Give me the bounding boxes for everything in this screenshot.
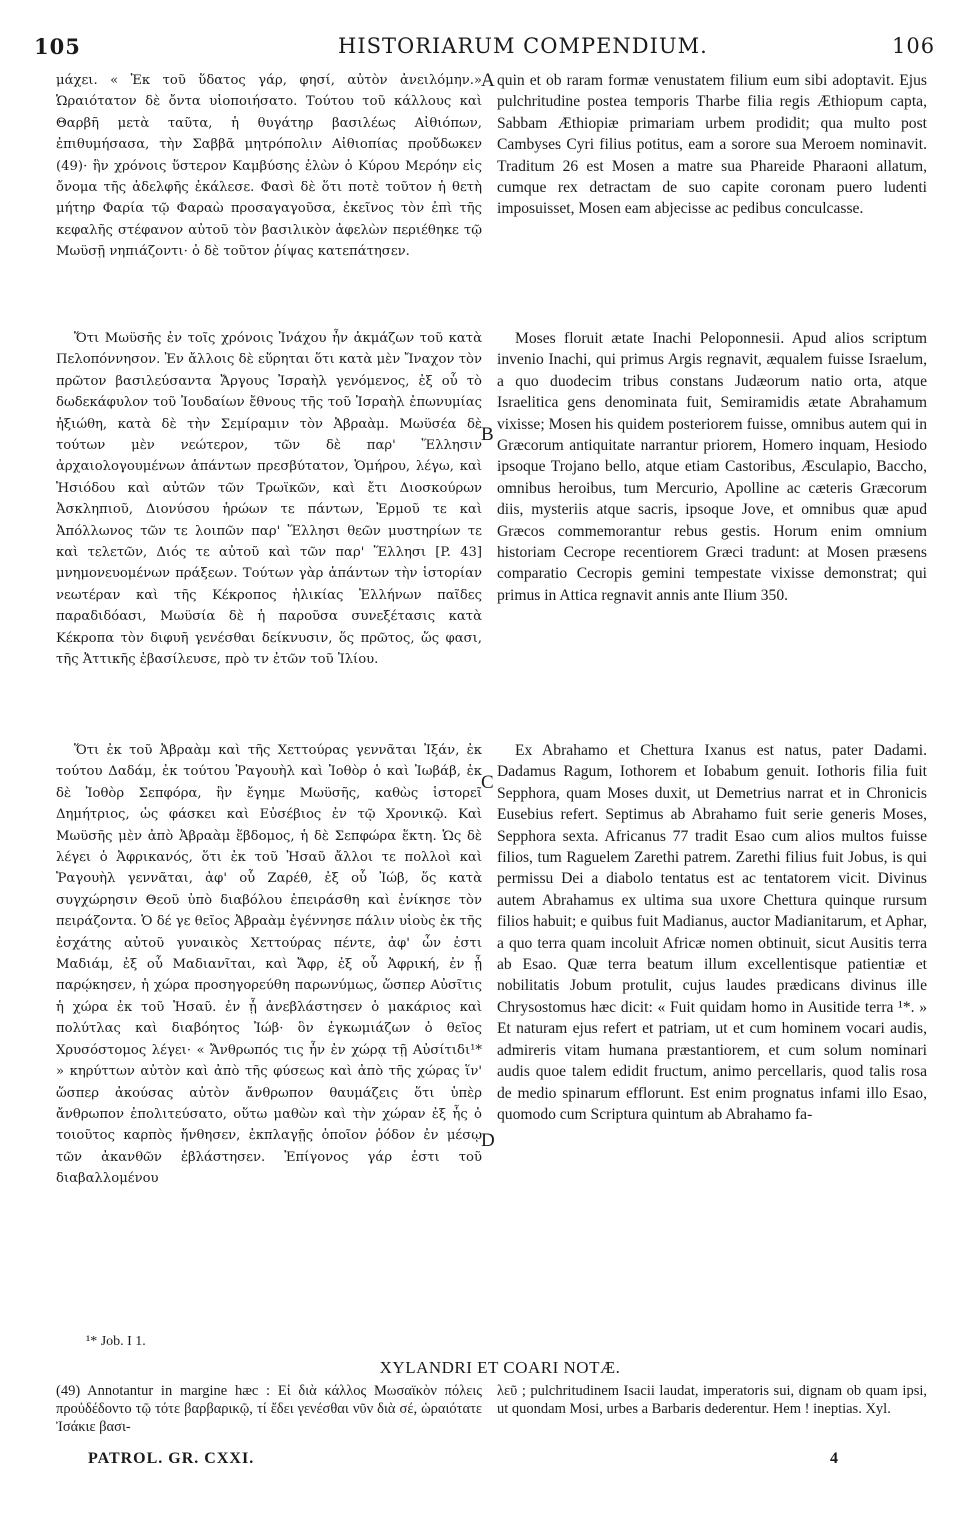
note-right: λεῦ ; pulchritudinem Isacii laudat, imperatoris sui, dignam ob quam ipsi, ut quondam Mosi, urbes a Barbaris dederentur. Hem ! ineptias. Xyl. [497,1383,927,1417]
running-title: HISTORIARUM COMPENDIUM. [338,34,708,58]
latin-paragraph-2: Moses floruit ætate Inachi Peloponnesii. Apud alios scriptum invenio Inachi, qui primus Argis regnavit, æqualem fuisse Israelum, a quo duodecim tribus constans Judæorum natio orta, atque Israelitica gens denominata fuit, Semiramidis ætate Abrahamum vixisse; Mosen his quidem posteriorem fuisse, omnibus autem qui in Græcorum antiquitate narrantur priorem, Homero inquam, Hesiodo ipsoque Trojano bello, atque etiam Castoribus, Æsculapio, Baccho, omnibus heroibus, tum Mercurio, Apolline ac cæteris Græcorum diis, mysteriis atque sacris, ipsoque Jove, et omnibus quæ apud Græcos commemorantur rebus gestis. Horum enim omnium historiam Cecrope recentiorem Græci tradunt: at Mosen præsens comparatio Cecropis gemini tempestate vixisse demonstrat; qui primus in Attica regnavit annis ante Ilium 350. [497,330,927,604]
greek-column-2 [56,328,482,671]
greek-column [56,70,482,263]
margin-letter-b: B [481,424,494,445]
margin-letter-d: D [481,1130,495,1151]
greek-paragraph-3: Ὅτι ἐκ τοῦ Ἀβραὰμ καὶ τῆς Χεττούρας γεννᾶται Ἰξάν, ἐκ τούτου Δαδάμ, ἐκ τούτου Ῥαγουὴλ καὶ Ἰοθὸρ ὁ καὶ Ἰωβάβ, ἐκ δὲ Ἰοθὸρ Σεπφόρα, ἣν ἔγημε Μωϋσῆς, καθὼς ἱστορεῖ Δημήτριος, ὡς φάσκει καὶ Εὐσέβιος ἐν τῷ Χρονικῷ. Καὶ Μωϋσῆς μὲν ἀπὸ Ἀβραὰμ ἕβδομος, ἡ δὲ Σεπφώρα ἕκτη. Ὡς δὲ λέγει ὁ Ἀφρικανός, ὅτι ἐκ τοῦ Ἡσαῦ ἄλλοι τε πολλοὶ καὶ Ῥαγουὴλ γεννᾶται, ἀφ' οὗ Ζαρέθ, ἐξ οὗ Ἰώβ, ὅς κατὰ συγχώρησιν Θεοῦ ὑπὸ διαβόλου ἐπειράσθη καὶ ἐνίκησε τὸν πειράζοντα. Ὁ δέ γε θεῖος Ἀβραὰμ ἐγέννησε πάλιν υἱοὺς ἐκ τῆς ἐσχάτης αὐτοῦ γυναικὸς Χεττούρας πέντε, ἀφ' ὧν ἐστι Μαδιάμ, ἐξ οὗ Μαδιανῖται, καὶ Ἄφρ, ἐξ οὗ Ἀφρική, ἐν ᾗ παρῴκησεν, ἡ χώρα προσηγορεύθη παρωνύμως, ὥσπερ Αὐσῖτις ἡ χώρα ἐκ τοῦ Ἡσαῦ. ἐν ᾗ ἀνεβλάστησεν ὁ μακάριος καὶ πολύτλας καὶ διαβόητος Ἰώβ· ὃν ἐγκωμιάζων ὁ θεῖος Χρυσόστομος λέγει· « Ἄνθρωπός τις ἦν ἐν χώρᾳ τῇ Αὐσίτιδι¹* » κηρύττων αὐτὸν καὶ ἀπὸ τῆς φύσεως καὶ ἀπὸ τῆς χώρας ἵν' ὥσπερ ἀκούσας αὐτὸν ἄνθρωπον θαυμάζεις ὅτι ὑπὲρ ἄνθρωπον ἐπολιτεύσατο, οὕτω μαθὼν καὶ τὴν χώραν ἐξ ἧς ὁ τοιοῦτος καρπὸς ἤνθησεν, ἐκπλαγῇς ὁποῖον ῥόδον ἐν μέσῳ τῶν ἀκανθῶν ἐβλάστησεν. Ἐπίγονος γάρ ἐστι τοῦ διαβαλλομένου [56,743,482,1187]
greek-paragraph-1: μάχει. « Ἐκ τοῦ ὕδατος γάρ, φησί, αὐτὸν ἀνειλόμην.» Ὡραιότατον δὲ ὄντα υἱοποιήσατο. Τούτου τοῦ κάλλους καὶ Θαρβῆ μετὰ ταῦτα, ἡ θυγάτηρ βασιλέως Αἰθιόπων, ἐπιθυμήσασα, τὴν Σαββᾶ μητρόπολιν Αἰθιοπίας προὔδωκεν (49)· ἣν χρόνοις ὕστερον Καμβύσης ἑλὼν ὁ Κύρου Μερόην εἰς ὄνομα τῆς ἀδελφῆς ἐκάλεσε. Φασὶ δὲ ὅτι ποτὲ τοῦτον ἡ θετὴ μήτηρ Φαρία τῷ Φαραὼ προσαγαγοῦσα, ἐκεῖνος τὸν ἐπὶ τῆς κεφαλῆς στέφανον αὐτοῦ τὸν βασιλικὸν ἀφελὼν περιέθηκε τῷ Μωϋσῇ νηπιάζοντι· ὁ δὲ τοῦτον ῥίψας κατεπάτησεν. [56,73,482,260]
signature-number: 4 [830,1450,838,1467]
notes-title: XYLANDRI ET COARI NOTÆ. [379,1358,621,1377]
greek-paragraph-2: Ὅτι Μωϋσῆς ἐν τοῖς χρόνοις Ἰνάχου ἦν ἀκμάζων τοῦ κατὰ Πελοπόννησον. Ἐν ἄλλοις δὲ εὕρηται ὅτι κατὰ μὲν Ἴναχον τὸν πρῶτον βασιλεύσαντα Ἄργους Ἰσραὴλ γενόμενος, ἐξ οὗ τὸ δωδεκάφυλον τοῦ Ἰουδαίων ἔθνους τῆς τοῦ Ἰσραὴλ ἐπωνυμίας ἠξιώθη, κατὰ δὲ τὴν Σεμίραμιν τὸν Ἀβραὰμ. Μωϋσέα δὲ τούτων μὲν νεώτερον, τῶν δὲ παρ' Ἕλλησιν ἀρχαιολογουμένων ἁπάντων πρεσβύτατον, Ὁμήρου, λέγω, καὶ Ἡσιόδου καὶ αὐτῶν τῶν Τρωϊκῶν, καὶ ἔτι Διοσκούρων Ἀσκληπιοῦ, Διονύσου ἡρώων τε πάντων, Ἑρμοῦ τε καὶ Ἀπόλλωνος τῶν τε λοιπῶν παρ' Ἕλλησι θεῶν μυστηρίων τε καὶ τελετῶν, Διός τε αὐτοῦ καὶ τῶν παρ' Ἕλλησι [P. 43] μνημονευομένων πράξεων. Τούτων γὰρ ἁπάντων τὴν ἱστορίαν νεωτέραν καὶ τῆς Κέκροπος ἡλικίας Ἑλλήνων παῖδες παραδιδόασι, Μωϋσία δὲ ἡ παροῦσα συνεξέτασις κατὰ Κέκροπα τὸν διφυῆ γενέσθαι δείκνυσιν, ὅς πρῶτος, ὥς φασι, τῆς Ἀττικῆς ἐβασίλευσε, πρὸ τν ἐτῶν τοῦ Ἰλίου. [56,331,482,668]
footnote: ¹* Job. I 1. [86,1334,146,1349]
latin-paragraph-3: Ex Abrahamo et Chettura Ixanus est natus, pater Dadami. Dadamus Ragum, Iothorem et Iobabum genuit. Iothoris filia fuit Sepphora, quam Moses duxit, ut Demetrius narrat et in Chronicis Eusebius refert. Septimus ab Abrahamo fuit serie generis Moses, Sepphora sexta. Africanus 77 tradit Esao cum alios multos fuisse filios, tum Raguelem Zarethi patrem. Zarethi filius fuit Jobus, is qui permissu Dei a diabolo tentatus est ac tentatorem vicit. Divinus autem Abrahamus ex ultima sua uxore Chettura quinque rursum filios habuit; e quibus fuit Madianus, auctor Madianitarum, et Aphar, a quo terra quam incoluit Africæ nomen obtinuit, sicut Ausitis terra ab Esao. Quæ terra beatum illum excellentisque patientiæ et nobilitatis Jobum protulit, cujus laudes prædicans divinus ille Chrysostomus hæc dicit: « Fuit quidam homo in Ausitide terra ¹*. » Et naturam ejus refert et patriam, ut et cum hominem vocari audis, admireris vitam humana præstantiorem, et cum solum nominari audis quoe talem edidit fructum, animo percellaris, quod talis rosa de medio spinarum efflorunt. Est enim prognatus infami illo Esao, quomodo cum Scriptura quintum ab Abrahamo fa- [497,742,927,1123]
latin-column [497,70,927,220]
margin-letter-a: A [481,70,495,91]
signature-mark: PATROL. GR. CXXI. [88,1450,255,1467]
note-left: (49) Annotantur in margine hæc : Εἰ διὰ κάλλος Μωσαϊκὸν πόλεις προὐδέδοντο τῷ τότε βαρβαρικῷ, τί ἔδει γενέσθαι νῦν διὰ σέ, ὡραιότατε Ἰσάκιε βασι- [56,1383,482,1435]
latin-paragraph-1: quin et ob raram formæ venustatem filium eum sibi adoptavit. Ejus pulchritudine postea temporis Tharbe filia regis Æthiopum capta, Sabbam Æthiopiæ primariam urbem prodidit; qua multo post Cambyses Cyri filius potitus, eam a sorore sua Meroem nominavit. Traditum 26 est Mosen a matre sua Phareide Pharaoni allatum, cumque rex detractam de suo capite coronam puero ludenti imposuisset, Mosen eam abjecisse ac pedibus conculcasse. [497,72,927,218]
margin-letter-c: C [481,772,494,793]
latin-column-3 [497,740,927,1125]
latin-column-2 [497,328,927,606]
page-number-left: 105 [34,34,81,59]
page-number-right: 106 [892,34,936,58]
greek-column-3 [56,740,482,1190]
